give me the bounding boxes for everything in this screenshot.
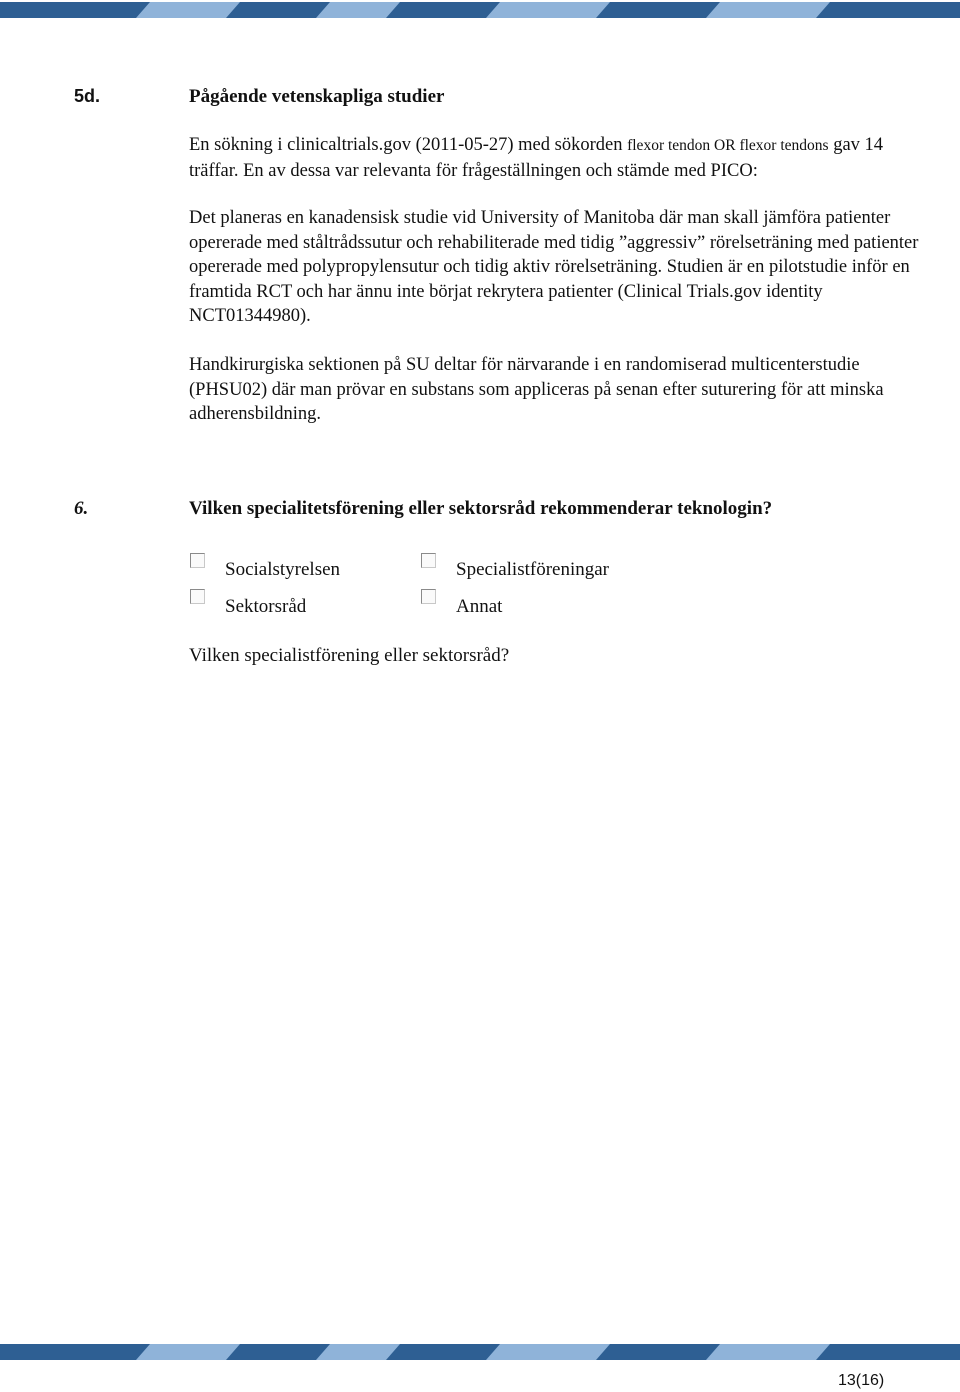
search-paragraph: [189, 133, 937, 183]
annat-label: Annat: [456, 596, 503, 617]
follow-up-question: Vilken specialistförening eller sektorsråd?: [189, 645, 510, 666]
section-title: Pågående vetenskapliga studier: [189, 86, 445, 107]
study-description-paragraph: Det planeras en kanadensisk studie vid University of Manitoba där man skall jämföra patienter opererade med ståltrådssutur och rehabiliterade med tidig ”aggressiv” rörelseträning med patienter opererade med polypropylensutur och tidig aktiv rörelseträning. Studien är en pilotstudie inför en framtida RCT och har ännu inte börjat rekrytera patienter (Clinical Trials.gov identity NCT01344980).: [189, 208, 919, 326]
section-number: 5d.: [74, 86, 101, 106]
header-band-graphic: [0, 2, 960, 18]
socialstyrelsen-label: Socialstyrelsen: [225, 559, 341, 580]
sektorsrad-label: Sektorsråd: [225, 596, 307, 617]
sektorsrad-checkbox[interactable]: [190, 589, 205, 604]
search-text-end: gav 14 träffar. En av dessa var relevanta för frågeställningen och stämde med PICO:: [189, 135, 884, 181]
search-text-start: En sökning i clinicaltrials.gov (2011-05-27) med sökorden: [189, 135, 628, 155]
header-decorative-band: [0, 2, 960, 18]
question-number: 6.: [74, 498, 89, 519]
socialstyrelsen-checkbox[interactable]: [190, 553, 205, 568]
specialistforeningar-label: Specialistföreningar: [456, 559, 610, 580]
multicenter-study-paragraph: Handkirurgiska sektionen på SU deltar för närvarande i en randomiserad multicenterstudie (PHSU02) där man prövar en substans som appliceras på senan efter suturering för att minska adherensbildning.: [189, 355, 884, 424]
page-number: 13(16): [838, 1372, 885, 1389]
footer-decorative-band: [0, 1344, 960, 1360]
annat-checkbox[interactable]: [421, 589, 436, 604]
specialistforeningar-checkbox[interactable]: [421, 553, 436, 568]
search-terms: flexor tendon OR flexor tendons: [627, 137, 829, 154]
footer-band-graphic: [0, 1344, 960, 1360]
question-title: Vilken specialitetsförening eller sektorsråd rekommenderar teknologin?: [189, 498, 773, 519]
